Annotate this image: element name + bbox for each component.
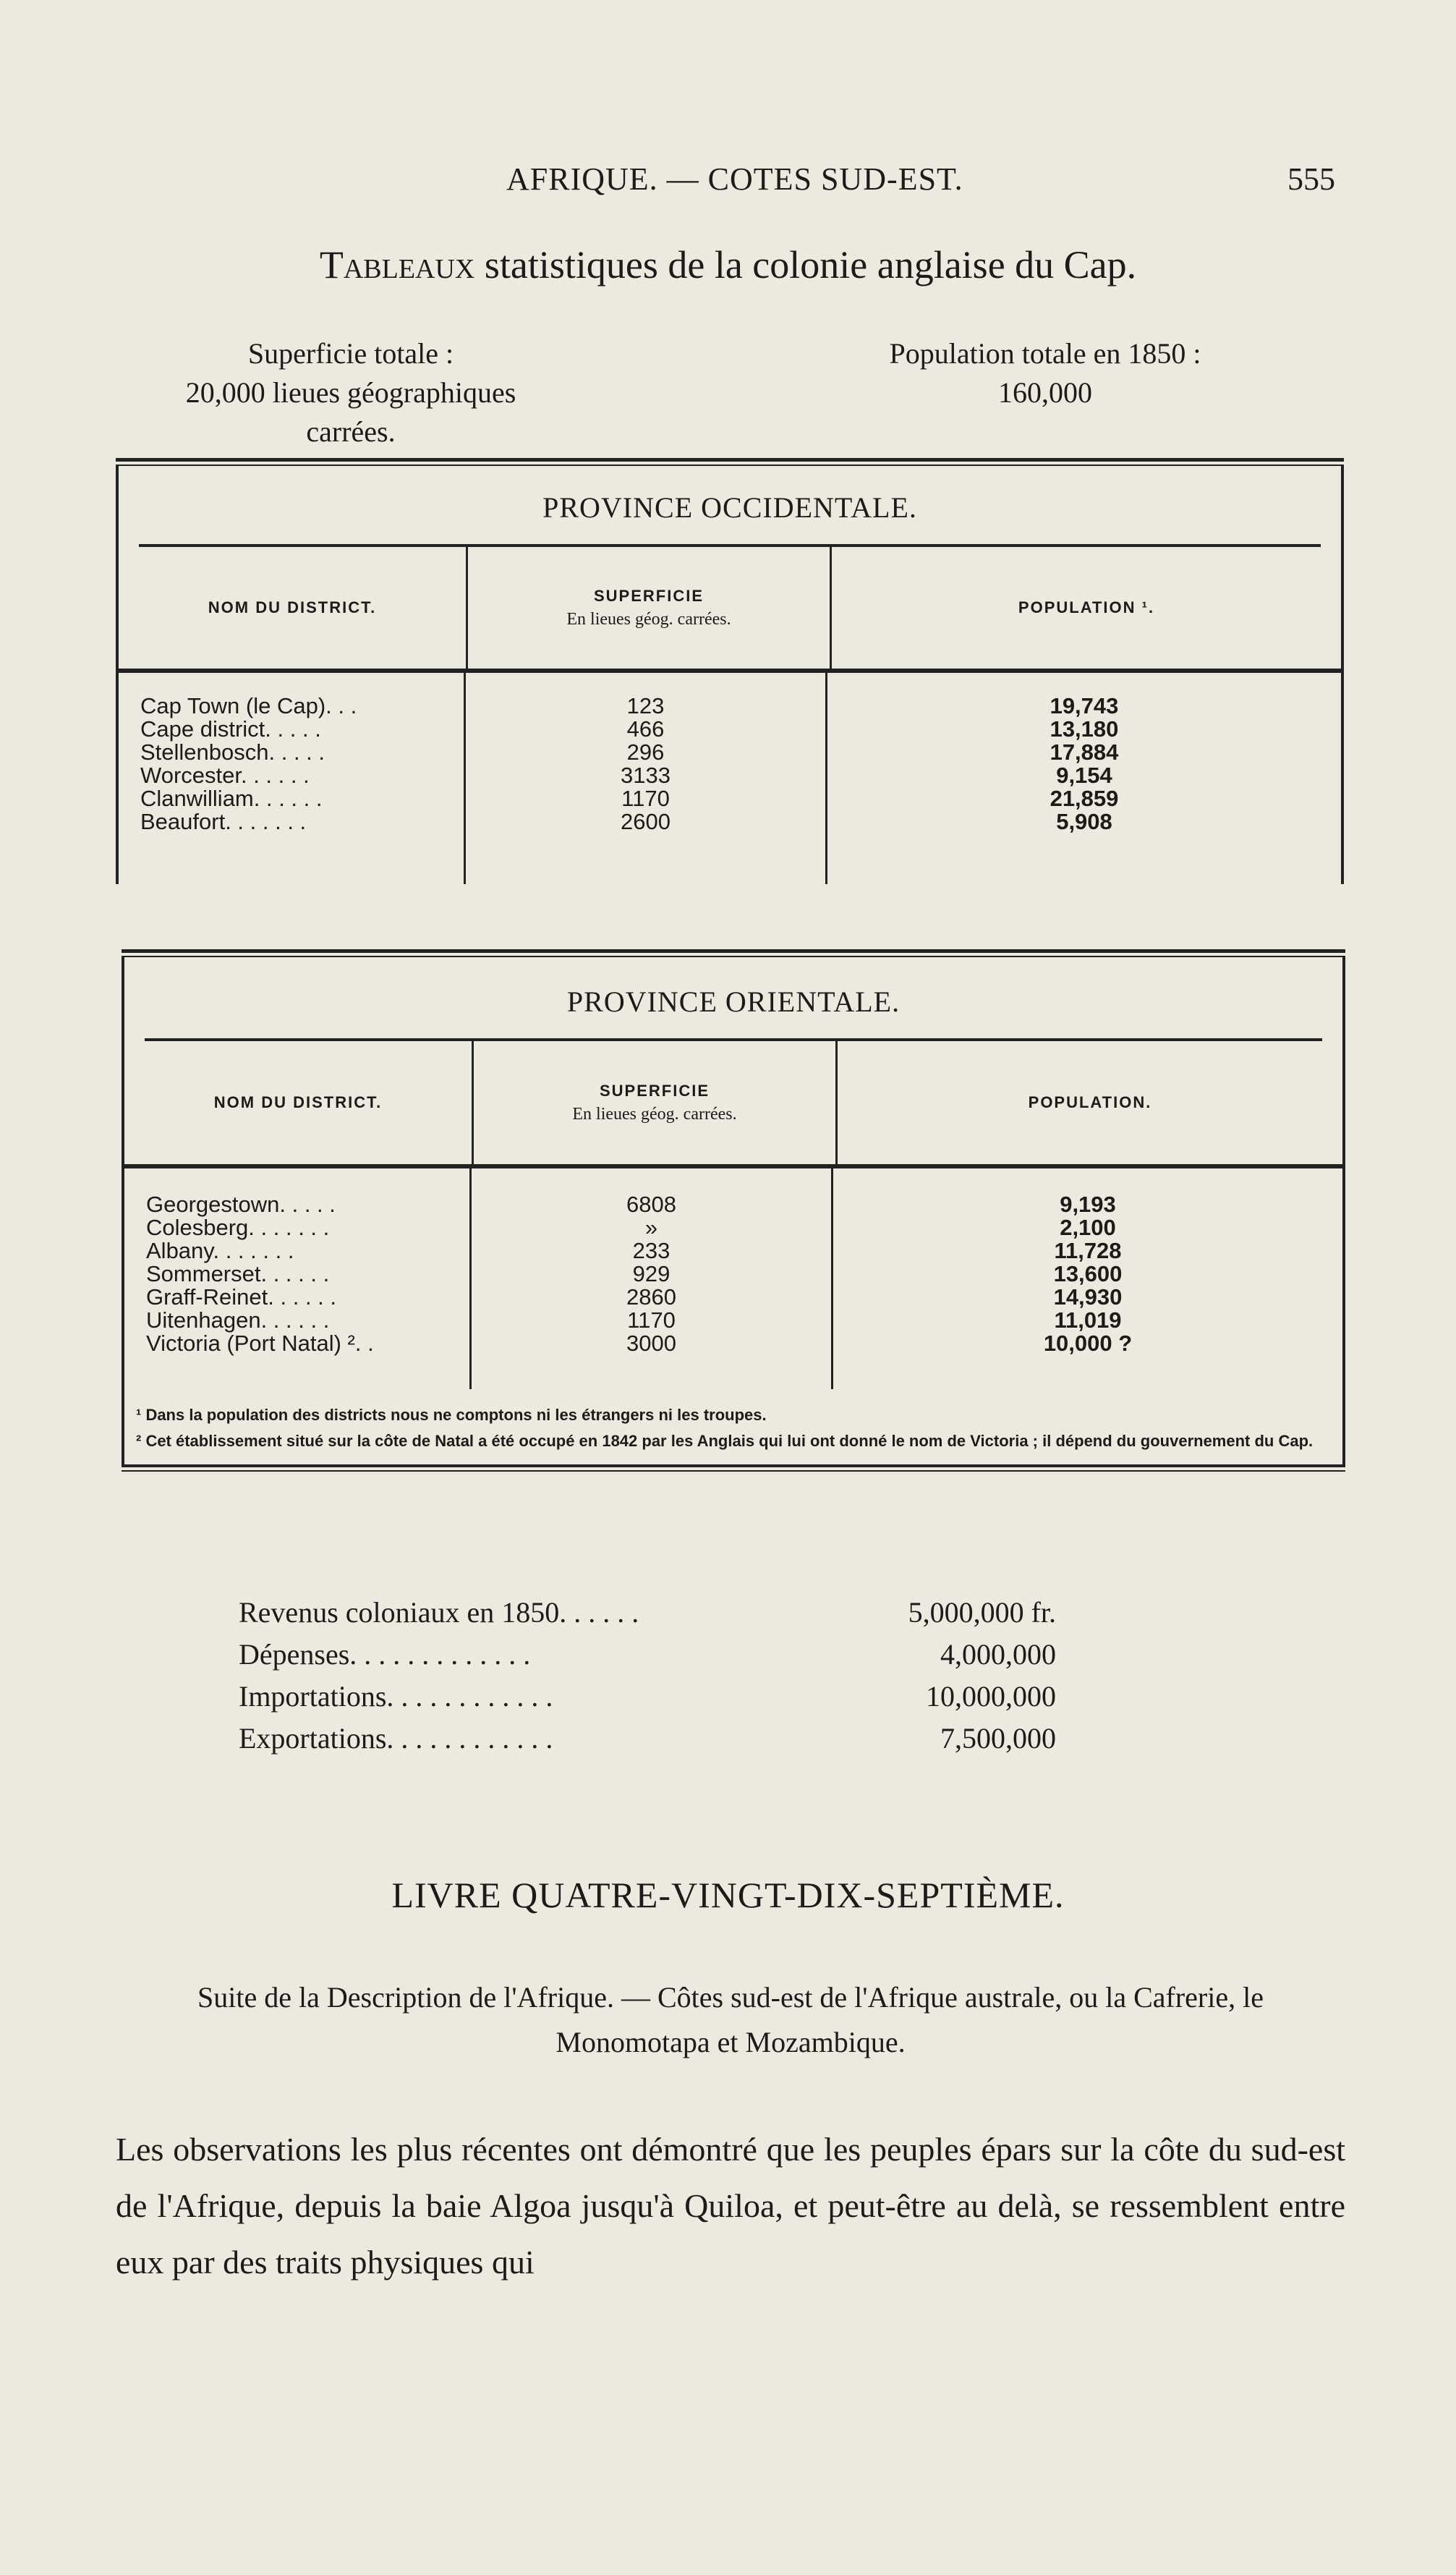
finance-row — [239, 1676, 1056, 1718]
page-title — [0, 242, 1456, 287]
table-row-population: 5,908 — [1056, 809, 1112, 834]
eastern-col-district: NOM DU DISTRICT. — [124, 1041, 474, 1164]
book-title: LIVRE QUATRE-VINGT-DIX-SEPTIÈME. — [391, 1875, 1065, 1915]
western-province-title: PROVINCE OCCIDENTALE. — [542, 491, 917, 524]
table-row-district: Clanwilliam. . . . . . — [140, 786, 323, 811]
finance-value: 10,000,000 — [926, 1680, 1056, 1713]
table-row-area: 2860 — [626, 1284, 676, 1310]
table-row-population: 10,000 ? — [1043, 1331, 1133, 1356]
table-row-population: 13,600 — [1053, 1261, 1123, 1286]
western-province-table — [116, 458, 1344, 884]
table-row-population: 21,859 — [1050, 786, 1119, 811]
table-row-area: 123 — [626, 693, 665, 718]
western-col-population: POPULATION ¹. — [1018, 598, 1155, 616]
table-row-district: Graff-Reinet. . . . . . — [146, 1284, 337, 1310]
table-row-area: 233 — [632, 1238, 670, 1263]
table-row-district: Cap Town (le Cap). . . — [140, 693, 357, 718]
western-col-area — [468, 547, 832, 669]
table-row-population: 11,728 — [1054, 1238, 1122, 1263]
table-row-district: Beaufort. . . . . . . — [140, 809, 307, 834]
table-row-population: 9,193 — [1060, 1192, 1116, 1217]
table-footnotes — [124, 1389, 1342, 1464]
table-row-area: 296 — [626, 739, 665, 765]
population-label: Population totale en 1850 : — [889, 337, 1201, 370]
table-row-district: Stellenbosch. . . . . — [140, 739, 325, 765]
table-row-area: 3000 — [626, 1331, 676, 1356]
table-row-population: 11,019 — [1054, 1307, 1122, 1333]
table-row-population: 9,154 — [1056, 763, 1112, 788]
table-row-area: 2600 — [621, 809, 670, 834]
population-value: 160,000 — [998, 376, 1092, 409]
finance-value: 5,000,000 fr. — [908, 1596, 1056, 1629]
table-row-district: Colesberg. . . . . . . — [146, 1215, 330, 1240]
finance-row — [239, 1718, 1056, 1760]
table-row-area: » — [644, 1215, 658, 1240]
table-row-area: 929 — [632, 1261, 670, 1286]
table-row-population: 17,884 — [1050, 739, 1119, 765]
eastern-col-area — [474, 1041, 838, 1164]
table-row-area: 3133 — [621, 763, 670, 788]
finance-row — [239, 1592, 1056, 1634]
finance-label: Importations. . . . . . . . . . . . — [239, 1680, 553, 1713]
area-value: 20,000 lieues géographiques carrées. — [185, 376, 516, 448]
eastern-col-population: POPULATION. — [1028, 1093, 1152, 1111]
table-row-area: 6808 — [626, 1192, 676, 1217]
table-row-district: Albany. . . . . . . — [146, 1238, 294, 1263]
western-col-district: NOM DU DISTRICT. — [119, 547, 468, 669]
finance-value: 7,500,000 — [940, 1722, 1056, 1755]
area-label: Superficie totale : — [247, 337, 454, 370]
table-row-population: 14,930 — [1053, 1284, 1123, 1310]
western-col-area-title: SUPERFICIE — [593, 586, 704, 605]
table-row-district: Worcester. . . . . . — [140, 763, 310, 788]
table-row-population: 19,743 — [1050, 693, 1119, 718]
title-rest: statistiques de la colonie anglaise du Cap. — [474, 243, 1137, 287]
table-row-district: Victoria (Port Natal) ². . — [146, 1331, 374, 1356]
table-row-district: Cape district. . . . . — [140, 716, 321, 742]
title-first-word: Tableaux — [319, 243, 475, 287]
table-row-district: Sommerset. . . . . . — [146, 1261, 330, 1286]
table-row-population: 13,180 — [1050, 716, 1119, 742]
table-row-area: 466 — [626, 716, 665, 742]
table-row-area: 1170 — [627, 1307, 676, 1333]
footnote-2: ² Cet établissement situé sur la côte de Natal a été occupé en 1842 par les Anglais qui lui ont donné le nom de Victoria ; il dépend du gouvernement du Cap. — [136, 1432, 1314, 1450]
finances-list — [239, 1592, 1056, 1760]
eastern-col-area-unit: En lieues géog. carrées. — [572, 1104, 737, 1124]
footnote-1: ¹ Dans la population des districts nous ne comptons ni les étrangers ni les troupes. — [136, 1406, 767, 1424]
western-col-area-unit: En lieues géog. carrées. — [566, 609, 731, 629]
table-row-district: Georgestown. . . . . — [146, 1192, 336, 1217]
eastern-province-title: PROVINCE ORIENTALE. — [566, 985, 901, 1018]
area-summary — [148, 334, 553, 451]
table-row-population: 2,100 — [1060, 1215, 1116, 1240]
population-summary — [843, 334, 1248, 412]
page-number: 555 — [1287, 161, 1335, 197]
finance-label: Revenus coloniaux en 1850. . . . . . — [239, 1596, 639, 1629]
eastern-col-area-title: SUPERFICIE — [599, 1081, 710, 1100]
eastern-province-table — [122, 949, 1345, 1472]
finance-label: Dépenses. . . . . . . . . . . . . — [239, 1638, 531, 1671]
book-summary: Suite de la Description de l'Afrique. — Côtes sud-est de l'Afrique australe, ou la Cafrerie, le Monomotapa et Mozambique. — [197, 1981, 1264, 2058]
table-row-area: 1170 — [621, 786, 670, 811]
finance-row — [239, 1634, 1056, 1676]
finance-label: Exportations. . . . . . . . . . . . — [239, 1722, 553, 1755]
table-row-district: Uitenhagen. . . . . . — [146, 1307, 330, 1333]
finance-value: 4,000,000 — [940, 1638, 1056, 1671]
body-paragraph: Les observations les plus récentes ont démontré que les peuples épars sur la côte du sud-est de l'Afrique, depuis la baie Algoa jusqu'à Quiloa, et peut-être au delà, se ressemblent entre eux par des traits physiques qui — [116, 2131, 1345, 2281]
running-head: AFRIQUE. — COTES SUD-EST. — [506, 161, 963, 197]
